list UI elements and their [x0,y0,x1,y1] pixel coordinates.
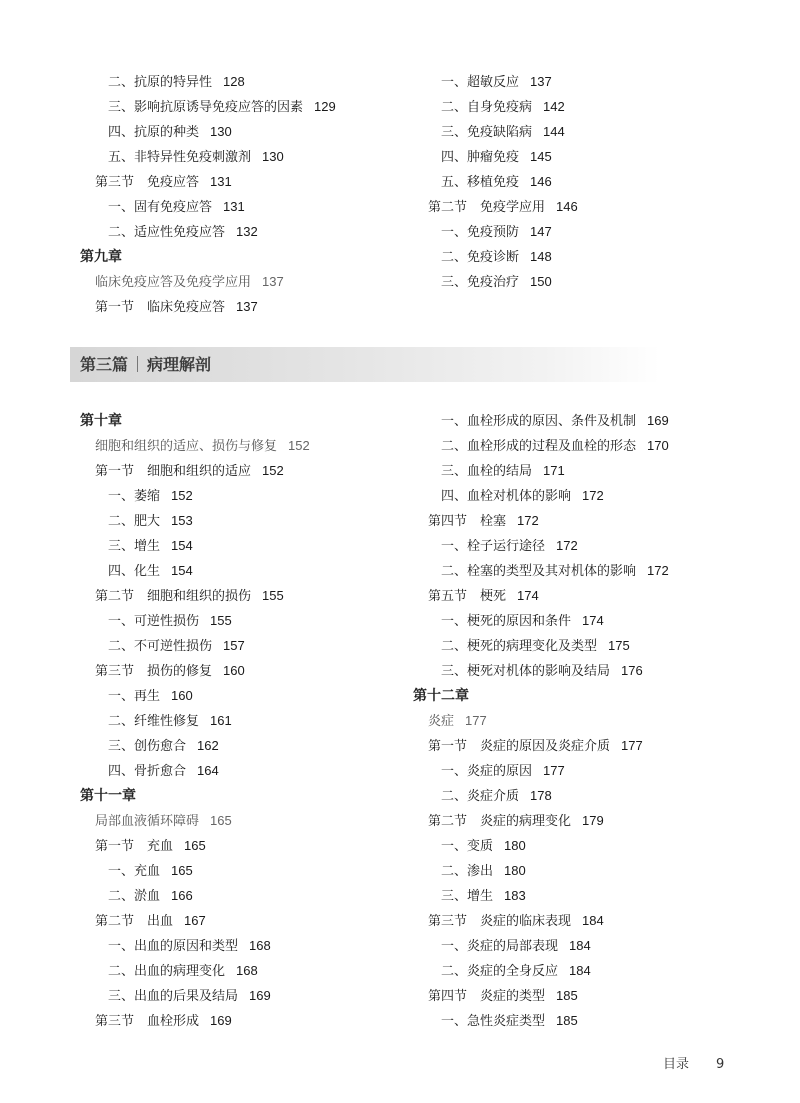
toc-section-entry[interactable]: 第一节 细胞和组织的适应 152 [95,463,284,479]
page-number: 171 [543,463,565,478]
toc-entry[interactable]: 一、炎症的原因 177 [441,763,565,779]
toc-section-entry[interactable]: 第二节 炎症的病理变化 179 [428,813,604,829]
page-number: 180 [504,863,526,878]
toc-entry[interactable]: 一、变质 180 [441,838,526,854]
page-number: 145 [530,149,552,164]
toc-entry[interactable]: 一、充血 165 [108,863,193,879]
page-number: 129 [314,99,336,114]
page-number: 179 [582,813,604,828]
page-number: 172 [647,563,669,578]
page-number: 137 [262,274,284,289]
page-number: 130 [210,124,232,139]
chapter-title[interactable]: 临床免疫应答及免疫学应用 137 [95,274,284,290]
toc-entry[interactable]: 三、出血的后果及结局 169 [108,988,271,1004]
page-number: 165 [171,863,193,878]
toc-section-entry[interactable]: 第四节 栓塞 172 [428,513,539,529]
toc-entry[interactable]: 二、出血的病理变化 168 [108,963,258,979]
toc-entry[interactable]: 四、骨折愈合 164 [108,763,219,779]
toc-section-entry[interactable]: 第三节 炎症的临床表现 184 [428,913,604,929]
page-number: 144 [543,124,565,139]
chapter-title[interactable]: 局部血液循环障碍 165 [95,813,232,829]
toc-section-entry[interactable]: 第二节 免疫学应用 146 [428,199,578,215]
page-number: 152 [171,488,193,503]
toc-section-entry[interactable]: 第四节 炎症的类型 185 [428,988,578,1004]
page-number: 152 [288,438,310,453]
toc-entry[interactable]: 一、免疫预防 147 [441,224,552,240]
page-number: 160 [223,663,245,678]
toc-entry[interactable]: 四、血栓对机体的影响 172 [441,488,604,504]
toc-entry[interactable]: 五、非特异性免疫刺激剂 130 [108,149,284,165]
page-number: 157 [223,638,245,653]
toc-section-entry[interactable]: 第一节 炎症的原因及炎症介质 177 [428,738,643,754]
toc-entry[interactable]: 二、抗原的特异性 128 [108,74,245,90]
page-number: 176 [621,663,643,678]
page-number: 146 [530,174,552,189]
part-title: 病理解剖 [147,355,212,374]
toc-section-entry[interactable]: 第三节 血栓形成 169 [95,1013,232,1029]
page-number: 131 [210,174,232,189]
toc-entry[interactable]: 一、再生 160 [108,688,193,704]
chapter-number: 第九章 [80,249,122,265]
chapter-number: 第十一章 [80,788,136,804]
toc-entry[interactable]: 三、免疫治疗 150 [441,274,552,290]
page-number: 150 [530,274,552,289]
chapter-number: 第十二章 [413,688,469,704]
page-number: 180 [504,838,526,853]
toc-entry[interactable]: 三、创伤愈合 162 [108,738,219,754]
part-heading[interactable] [80,353,211,377]
toc-entry[interactable]: 一、炎症的局部表现 184 [441,938,591,954]
toc-section-entry[interactable]: 第一节 充血 165 [95,838,206,854]
toc-entry[interactable]: 二、适应性免疫应答 132 [108,224,258,240]
toc-entry[interactable]: 一、固有免疫应答 131 [108,199,245,215]
toc-section-entry[interactable]: 第二节 出血 167 [95,913,206,929]
page-number: 131 [223,199,245,214]
toc-entry[interactable]: 三、梗死对机体的影响及结局 176 [441,663,643,679]
page-number: 165 [210,813,232,828]
toc-section-entry[interactable]: 第五节 梗死 174 [428,588,539,604]
toc-entry[interactable]: 五、移植免疫 146 [441,174,552,190]
page-number: 177 [465,713,487,728]
toc-entry[interactable]: 二、血栓形成的过程及血栓的形态 170 [441,438,669,454]
page-number: 155 [210,613,232,628]
page-number: 174 [517,588,539,603]
page-number: 169 [210,1013,232,1028]
toc-entry[interactable]: 四、抗原的种类 130 [108,124,232,140]
page-number: 166 [171,888,193,903]
page-number: 174 [582,613,604,628]
page-number: 161 [210,713,232,728]
toc-entry[interactable]: 二、肥大 153 [108,513,193,529]
toc-entry[interactable]: 二、渗出 180 [441,863,526,879]
toc-entry[interactable]: 一、出血的原因和类型 168 [108,938,271,954]
page-number: 177 [621,738,643,753]
page-number: 142 [543,99,565,114]
page-number: 160 [171,688,193,703]
page-number: 169 [249,988,271,1003]
part-separator [137,356,138,372]
page-number: 185 [556,1013,578,1028]
toc-entry[interactable]: 一、可逆性损伤 155 [108,613,232,629]
page-number: 146 [556,199,578,214]
toc-entry[interactable]: 四、肿瘤免疫 145 [441,149,552,165]
page-number: 164 [197,763,219,778]
toc-entry[interactable]: 二、淤血 166 [108,888,193,904]
toc-entry[interactable]: 二、栓塞的类型及其对机体的影响 172 [441,563,669,579]
page-number: 184 [582,913,604,928]
toc-entry[interactable]: 二、梗死的病理变化及类型 175 [441,638,630,654]
toc-section-entry[interactable]: 第一节 临床免疫应答 137 [95,299,258,315]
page-number: 154 [171,563,193,578]
page-number: 132 [236,224,258,239]
toc-entry[interactable]: 二、炎症的全身反应 184 [441,963,591,979]
toc-section-entry[interactable]: 第三节 免疫应答 131 [95,174,232,190]
page-number: 170 [647,438,669,453]
page-number: 147 [530,224,552,239]
toc-entry[interactable]: 三、血栓的结局 171 [441,463,565,479]
footer-page-number: 9 [716,1057,725,1072]
page-number: 155 [262,588,284,603]
page-number: 172 [556,538,578,553]
page-number: 152 [262,463,284,478]
page-number: 172 [582,488,604,503]
page-number: 137 [236,299,258,314]
toc-entry[interactable]: 一、梗死的原因和条件 174 [441,613,604,629]
toc-entry[interactable]: 三、影响抗原诱导免疫应答的因素 129 [108,99,336,115]
page-number: 130 [262,149,284,164]
toc-entry[interactable]: 一、超敏反应 137 [441,74,552,90]
page-number: 185 [556,988,578,1003]
footer-label: 目录 [663,1057,690,1072]
page-number: 172 [517,513,539,528]
toc-entry[interactable]: 三、增生 183 [441,888,526,904]
chapter-title[interactable]: 炎症 177 [428,713,487,729]
chapter-number: 第十章 [80,413,122,429]
toc-entry[interactable]: 二、纤维性修复 161 [108,713,232,729]
toc-entry[interactable]: 一、萎缩 152 [108,488,193,504]
toc-entry[interactable]: 一、急性炎症类型 185 [441,1013,578,1029]
toc-entry[interactable]: 二、炎症介质 178 [441,788,552,804]
page-number: 168 [249,938,271,953]
page-number: 167 [184,913,206,928]
page-number: 137 [530,74,552,89]
toc-entry[interactable]: 三、免疫缺陷病 144 [441,124,565,140]
part-number: 第三篇 [80,355,129,374]
toc-entry[interactable]: 一、血栓形成的原因、条件及机制 169 [441,413,669,429]
toc-entry[interactable]: 二、免疫诊断 148 [441,249,552,265]
toc-entry[interactable]: 三、增生 154 [108,538,193,554]
page-number: 162 [197,738,219,753]
page-number: 148 [530,249,552,264]
toc-entry[interactable]: 二、自身免疫病 142 [441,99,565,115]
page-number: 183 [504,888,526,903]
toc-entry[interactable]: 二、不可逆性损伤 157 [108,638,245,654]
toc-section-entry[interactable]: 第三节 损伤的修复 160 [95,663,245,679]
page-number: 177 [543,763,565,778]
page-number: 184 [569,963,591,978]
page-number: 165 [184,838,206,853]
page-number: 168 [236,963,258,978]
page-number: 169 [647,413,669,428]
page-number: 128 [223,74,245,89]
page-number: 184 [569,938,591,953]
page-number: 178 [530,788,552,803]
toc-entry[interactable]: 一、栓子运行途径 172 [441,538,578,554]
toc-entry[interactable]: 四、化生 154 [108,563,193,579]
page-number: 175 [608,638,630,653]
page-number: 153 [171,513,193,528]
chapter-title[interactable]: 细胞和组织的适应、损伤与修复 152 [95,438,310,454]
toc-section-entry[interactable]: 第二节 细胞和组织的损伤 155 [95,588,284,604]
page-number: 154 [171,538,193,553]
